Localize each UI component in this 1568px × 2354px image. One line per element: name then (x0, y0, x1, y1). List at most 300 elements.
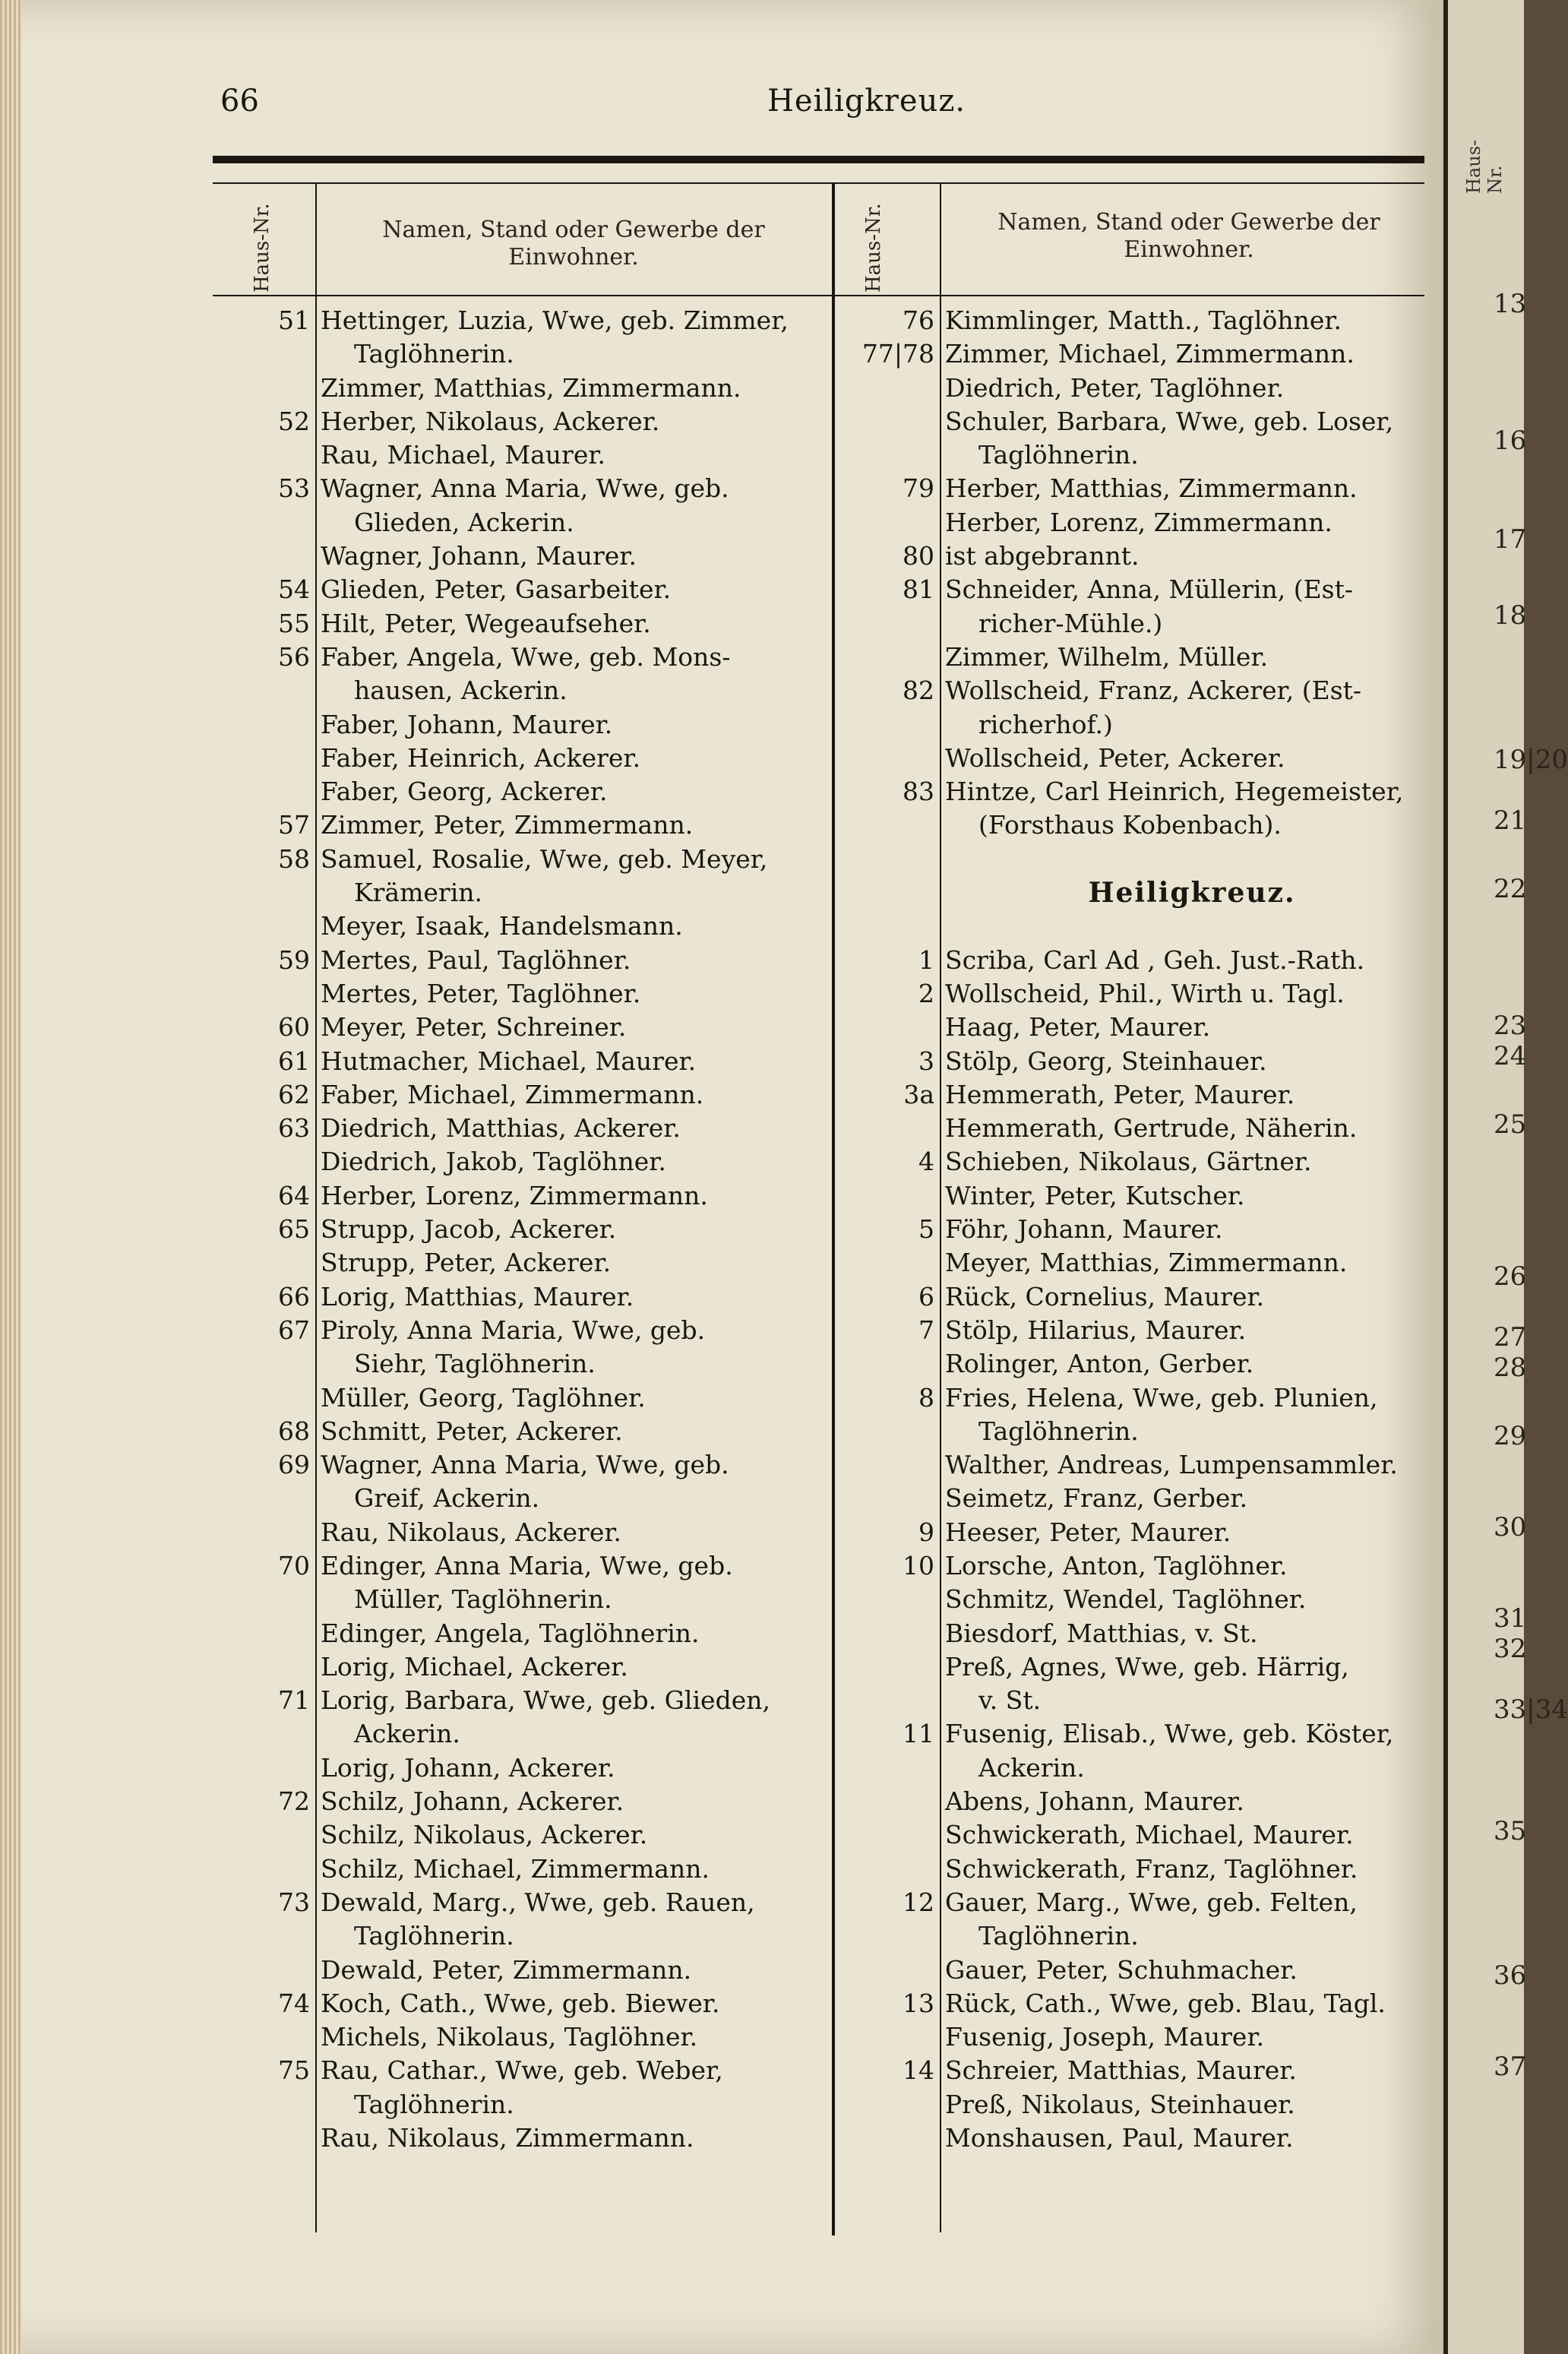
entry-row (278, 1415, 830, 1448)
entry-row (321, 337, 830, 371)
house-number: 81 (903, 574, 934, 605)
entry-row (321, 708, 830, 742)
entry-row (278, 1213, 830, 1246)
entry-row (918, 1381, 1439, 1415)
entry-row (321, 742, 830, 775)
facing-page-header: Haus-Nr. (1463, 139, 1506, 194)
resident-entry: Edinger, Angela, Taglöhnerin. (321, 1618, 700, 1648)
resident-entry: Heeser, Peter, Maurer. (945, 1517, 1231, 1547)
resident-entry: Rück, Cornelius, Maurer. (945, 1281, 1265, 1311)
entry-row (278, 808, 830, 842)
names-header-right: Namen, Stand oder Gewerbe der Einwohner. (997, 209, 1380, 263)
entry-row (903, 1549, 1439, 1583)
resident-entry: Schilz, Michael, Zimmermann. (321, 1853, 710, 1884)
entry-row (861, 337, 1439, 371)
entry-row (945, 1179, 1439, 1213)
entry-row (278, 2054, 830, 2087)
resident-entry: Fusenig, Joseph, Maurer. (945, 2022, 1265, 2052)
entry-row (321, 438, 830, 472)
entry-row (945, 2020, 1439, 2054)
entry-row (321, 506, 830, 539)
resident-entry: Scriba, Carl Ad , Geh. Just.-Rath. (945, 944, 1365, 975)
resident-entry: Wollscheid, Peter, Ackerer. (945, 742, 1285, 773)
house-number: 67 (278, 1315, 310, 1345)
entry-row (945, 843, 1439, 876)
resident-entry: v. St. (978, 1685, 1042, 1716)
resident-entry: Hutmacher, Michael, Maurer. (321, 1046, 697, 1076)
house-number: 8 (918, 1382, 934, 1413)
resident-entry: Wollscheid, Phil., Wirth u. Tagl. (945, 978, 1345, 1008)
entry-row (945, 910, 1439, 943)
entry-row (321, 1516, 830, 1549)
resident-entry: Diedrich, Jakob, Taglöhner. (321, 1147, 666, 1177)
entry-row (278, 1987, 830, 2020)
entry-row (945, 1415, 1439, 1448)
resident-entry: Lorig, Matthias, Maurer. (321, 1281, 634, 1311)
resident-entry: Mertes, Peter, Taglöhner. (321, 978, 641, 1008)
entry-row (278, 1785, 830, 1818)
resident-entry: Monshausen, Paul, Maurer. (945, 2123, 1294, 2153)
resident-entry: Seimetz, Franz, Gerber. (945, 1483, 1248, 1514)
facing-page-fragment: 19|20 (1494, 745, 1568, 775)
facing-page-fragment: 17 (1494, 524, 1527, 555)
house-number: 1 (918, 944, 934, 975)
entry-row (945, 1011, 1439, 1044)
names-header-left: Namen, Stand oder Gewerbe der Einwohner. (382, 217, 765, 271)
resident-entry: Zimmer, Matthias, Zimmermann. (321, 372, 741, 403)
facing-page-fragment: 16 (1494, 426, 1527, 456)
entry-row (945, 641, 1439, 674)
house-number: 69 (278, 1450, 310, 1480)
entry-row (945, 1853, 1439, 1886)
house-number: 10 (903, 1550, 934, 1580)
entry-row (321, 1583, 830, 1616)
left-column (278, 304, 830, 2155)
facing-page-fragment: 36 (1494, 1960, 1527, 1991)
entry-row (945, 1617, 1439, 1650)
facing-page-fragment: 29 (1494, 1421, 1527, 1451)
entry-row (918, 1280, 1439, 1314)
resident-entry: Schwickerath, Michael, Maurer. (945, 1820, 1354, 1850)
house-number: 12 (903, 1887, 934, 1917)
resident-entry: Glieden, Ackerin. (354, 507, 574, 537)
house-number: 58 (278, 843, 310, 874)
entry-row (321, 2020, 830, 2054)
house-number: 7 (918, 1315, 934, 1345)
house-no-header-right: Haus-Nr. (862, 203, 885, 293)
entry-row (945, 438, 1439, 472)
house-number: 52 (278, 406, 310, 436)
house-number: 6 (918, 1281, 934, 1311)
entry-row (945, 1818, 1439, 1852)
entry-row (903, 2054, 1439, 2087)
resident-entry: Hilt, Peter, Wegeaufseher. (321, 608, 651, 638)
resident-entry: Hintze, Carl Heinrich, Hegemeister, (945, 777, 1404, 807)
entry-row (321, 1381, 830, 1415)
entry-row (945, 1919, 1439, 1953)
house-no-header-left: Haus-Nr. (251, 203, 273, 293)
resident-entry: Lorsche, Anton, Taglöhner. (945, 1550, 1288, 1580)
entry-row (278, 304, 830, 337)
entry-row (278, 1549, 830, 1583)
house-number: 3a (903, 1079, 934, 1109)
resident-entry: Meyer, Matthias, Zimmermann. (945, 1248, 1348, 1278)
resident-entry: Schilz, Johann, Ackerer. (321, 1786, 624, 1817)
header-sep-3 (940, 184, 941, 295)
house-number: 2 (918, 978, 934, 1008)
entry-row (945, 506, 1439, 539)
entry-row (321, 1717, 830, 1751)
facing-page-edge (1443, 0, 1568, 2354)
entry-row (945, 372, 1439, 405)
resident-entry: Preß, Nikolaus, Steinhauer. (945, 2089, 1295, 2119)
resident-entry: Stölp, Georg, Steinhauer. (945, 1046, 1267, 1076)
resident-entry: Herber, Lorenz, Zimmermann. (321, 1180, 708, 1210)
resident-entry: ist abgebrannt. (945, 541, 1140, 571)
right-column (861, 304, 1439, 2155)
resident-entry: Haag, Peter, Maurer. (945, 1012, 1211, 1043)
entry-row (903, 1886, 1439, 1919)
house-number: 66 (278, 1281, 310, 1311)
entry-row (945, 1112, 1439, 1145)
resident-entry: Strupp, Peter, Ackerer. (321, 1248, 612, 1278)
entry-row (278, 843, 830, 876)
top-rule-thin (213, 182, 1424, 184)
page-number: 66 (220, 84, 259, 119)
resident-entry: Strupp, Jacob, Ackerer. (321, 1214, 617, 1245)
resident-entry: Taglöhnerin. (354, 1921, 514, 1951)
house-number: 11 (903, 1719, 934, 1749)
entry-row (918, 1516, 1439, 1549)
resident-entry: Rau, Cathar., Wwe, geb. Weber, (321, 2055, 723, 2086)
resident-entry: Wagner, Anna Maria, Wwe, geb. (321, 473, 729, 504)
entry-row (945, 1448, 1439, 1482)
entry-row (903, 1078, 1439, 1112)
entry-row (278, 1886, 830, 1919)
house-number: 51 (278, 305, 310, 335)
resident-entry: Faber, Michael, Zimmermann. (321, 1079, 704, 1109)
resident-entry: Faber, Johann, Maurer. (321, 709, 613, 739)
resident-entry: Greif, Ackerin. (354, 1483, 540, 1514)
resident-entry: Fries, Helena, Wwe, geb. Plunien, (945, 1382, 1378, 1413)
entry-row (321, 977, 830, 1011)
entry-row (945, 1246, 1439, 1280)
resident-entry: Müller, Taglöhnerin. (354, 1584, 612, 1615)
resident-entry: Taglöhnerin. (354, 339, 514, 369)
resident-entry: richerhof.) (978, 709, 1113, 739)
top-rule (213, 156, 1424, 163)
resident-entry: Dewald, Peter, Zimmermann. (321, 1954, 692, 1985)
resident-entry: Schieben, Nikolaus, Gärtner. (945, 1147, 1312, 1177)
entry-row (945, 2088, 1439, 2121)
resident-entry: Lorig, Johann, Ackerer. (321, 1752, 615, 1783)
resident-entry: Lorig, Michael, Ackerer. (321, 1651, 628, 1682)
resident-entry: Zimmer, Michael, Zimmermann. (945, 339, 1355, 369)
resident-entry: Wagner, Anna Maria, Wwe, geb. (321, 1450, 729, 1480)
house-number: 70 (278, 1550, 310, 1580)
facing-page-fragment: 33|34 (1494, 1694, 1568, 1725)
resident-entry: Zimmer, Wilhelm, Müller. (945, 641, 1269, 672)
entry-row (945, 708, 1439, 742)
resident-entry: Herber, Nikolaus, Ackerer. (321, 406, 660, 436)
entry-row (918, 1213, 1439, 1246)
entry-row (278, 1045, 830, 1078)
entry-row (903, 1987, 1439, 2020)
house-number: 82 (903, 676, 934, 706)
entry-row (321, 539, 830, 573)
resident-entry: Stölp, Hilarius, Maurer. (945, 1315, 1247, 1345)
entry-row (321, 2088, 830, 2121)
entry-row (918, 944, 1439, 977)
entry-row (321, 910, 830, 943)
entry-row (903, 472, 1439, 505)
facing-page-fragment: 21 (1494, 805, 1527, 836)
section-heading: Heiligkreuz. (1088, 877, 1296, 910)
resident-entry: richer-Mühle.) (978, 608, 1163, 638)
entry-row (321, 674, 830, 707)
resident-entry: Mertes, Paul, Taglöhner. (321, 944, 631, 975)
entry-row (903, 1717, 1439, 1751)
resident-entry: Fusenig, Elisab., Wwe, geb. Köster, (945, 1719, 1394, 1749)
house-number: 59 (278, 944, 310, 975)
entry-row (278, 641, 830, 674)
house-number: 74 (278, 1988, 310, 2018)
facing-page-fragment: 27 (1494, 1322, 1527, 1353)
house-number: 80 (903, 541, 934, 571)
entry-row (278, 1684, 830, 1717)
entry-row (321, 876, 830, 910)
house-number: 60 (278, 1012, 310, 1043)
entry-row (321, 1246, 830, 1280)
facing-page-fragment: 28 (1494, 1353, 1527, 1383)
resident-entry: Hettinger, Luzia, Wwe, geb. Zimmer, (321, 305, 789, 335)
house-number: 54 (278, 574, 310, 605)
entry-row (278, 1112, 830, 1145)
resident-entry: Biesdorf, Matthias, v. St. (945, 1618, 1258, 1648)
entry-row (321, 1853, 830, 1886)
resident-entry: Rau, Nikolaus, Zimmermann. (321, 2123, 694, 2153)
entry-row (945, 742, 1439, 775)
entry-row (903, 775, 1439, 808)
entry-row (918, 1314, 1439, 1347)
resident-entry: Schuler, Barbara, Wwe, geb. Loser, (945, 406, 1394, 436)
house-number: 65 (278, 1214, 310, 1245)
entry-row (945, 1684, 1439, 1717)
resident-entry: Faber, Angela, Wwe, geb. Mons- (321, 641, 731, 672)
resident-entry: Föhr, Johann, Maurer. (945, 1214, 1223, 1245)
house-number: 13 (903, 1988, 934, 2018)
resident-entry: Gauer, Peter, Schuhmacher. (945, 1954, 1298, 1985)
facing-page-fragment: 18 (1494, 600, 1527, 631)
resident-entry: Taglöhnerin. (978, 440, 1139, 470)
resident-entry: Samuel, Rosalie, Wwe, geb. Meyer, (321, 843, 768, 874)
resident-entry: Herber, Lorenz, Zimmermann. (945, 507, 1332, 537)
house-number: 3 (918, 1046, 934, 1076)
resident-entry: Diedrich, Peter, Taglöhner. (945, 372, 1285, 403)
house-number: 75 (278, 2055, 310, 2086)
resident-entry: Rau, Michael, Maurer. (321, 440, 605, 470)
entry-row (945, 405, 1439, 438)
header-rule (213, 295, 1424, 296)
running-head: Heiligkreuz. (767, 84, 966, 119)
resident-entry: Taglöhnerin. (354, 2089, 514, 2119)
entry-row (903, 539, 1439, 573)
entry-row (321, 1751, 830, 1785)
resident-entry: Glieden, Peter, Gasarbeiter. (321, 574, 672, 605)
entry-row (321, 775, 830, 808)
house-number: 5 (918, 1214, 934, 1245)
resident-entry: Krämerin. (354, 878, 482, 908)
entry-row (321, 1650, 830, 1684)
resident-entry: Hemmerath, Gertrude, Näherin. (945, 1113, 1358, 1144)
facing-page-fragment: 30 (1494, 1512, 1527, 1542)
facing-page-fragment: 32 (1494, 1634, 1527, 1664)
house-number: 83 (903, 777, 934, 807)
resident-entry: Taglöhnerin. (978, 1921, 1139, 1951)
facing-page-fragment: 37 (1494, 2052, 1527, 2082)
resident-entry: Wagner, Johann, Maurer. (321, 541, 637, 571)
entry-row (945, 1650, 1439, 1684)
page-edge (0, 0, 21, 2354)
entry-row (278, 472, 830, 505)
resident-entry: Winter, Peter, Kutscher. (945, 1180, 1245, 1210)
house-number: 9 (918, 1517, 934, 1547)
facing-page-fragment: 23 (1494, 1011, 1527, 1041)
entry-row (321, 1145, 830, 1179)
facing-page-fragment: 25 (1494, 1109, 1527, 1140)
entry-row (945, 808, 1439, 842)
resident-entry: Siehr, Taglöhnerin. (354, 1349, 596, 1379)
entry-row (321, 1482, 830, 1515)
entry-row (278, 573, 830, 606)
resident-entry: Ackerin. (978, 1752, 1085, 1783)
header-sep-1 (315, 184, 317, 295)
entry-row (321, 1617, 830, 1650)
entry-row (918, 977, 1439, 1011)
entry-row (945, 1751, 1439, 1785)
entry-row (945, 1954, 1439, 1987)
house-number: 71 (278, 1685, 310, 1716)
resident-entry: (Forsthaus Kobenbach). (978, 810, 1282, 840)
house-number: 55 (278, 608, 310, 638)
entry-row (903, 674, 1439, 707)
house-number: 4 (918, 1147, 934, 1177)
entry-row (278, 944, 830, 977)
entry-row (945, 1347, 1439, 1381)
resident-entry: Taglöhnerin. (978, 1416, 1139, 1446)
resident-entry: Meyer, Peter, Schreiner. (321, 1012, 627, 1043)
house-number: 14 (903, 2055, 934, 2086)
entry-row (903, 304, 1439, 337)
resident-entry: Gauer, Marg., Wwe, geb. Felten, (945, 1887, 1358, 1917)
resident-entry: Rau, Nikolaus, Ackerer. (321, 1517, 621, 1547)
facing-page-fragment: 22 (1494, 874, 1527, 904)
entry-row (278, 405, 830, 438)
resident-entry: Schilz, Nikolaus, Ackerer. (321, 1820, 648, 1850)
entry-row (278, 607, 830, 641)
resident-entry: Schneider, Anna, Müllerin, (Est- (945, 574, 1354, 605)
entry-row (918, 1145, 1439, 1179)
entry-row (278, 1011, 830, 1044)
entry-row (945, 1583, 1439, 1616)
entry-row (321, 1954, 830, 1987)
entry-row (945, 607, 1439, 641)
resident-entry: Kimmlinger, Matth., Taglöhner. (945, 305, 1342, 335)
entry-row (321, 1919, 830, 1953)
entry-row (945, 876, 1439, 910)
resident-entry: Abens, Johann, Maurer. (945, 1786, 1244, 1817)
house-number: 68 (278, 1416, 310, 1446)
resident-entry: Rück, Cath., Wwe, geb. Blau, Tagl. (945, 1988, 1386, 2018)
entry-row (945, 1482, 1439, 1515)
house-number: 79 (903, 473, 934, 504)
entry-row (278, 1448, 830, 1482)
entry-row (321, 1347, 830, 1381)
facing-page-fragment: 24 (1494, 1041, 1527, 1071)
resident-entry: Walther, Andreas, Lumpensammler. (945, 1450, 1398, 1480)
house-number: 63 (278, 1113, 310, 1144)
resident-entry: Rolinger, Anton, Gerber. (945, 1349, 1254, 1379)
header-sep-2 (832, 184, 835, 2235)
house-number: 57 (278, 810, 310, 840)
resident-entry: Schmitt, Peter, Ackerer. (321, 1416, 623, 1446)
resident-entry: Ackerin. (354, 1719, 460, 1749)
house-number: 56 (278, 641, 310, 672)
house-number: 76 (903, 305, 934, 335)
entry-row (903, 573, 1439, 606)
resident-entry: Preß, Agnes, Wwe, geb. Härrig, (945, 1651, 1349, 1682)
house-number: 72 (278, 1786, 310, 1817)
entry-row (278, 1280, 830, 1314)
house-number: 77|78 (861, 339, 934, 369)
resident-entry: Schreier, Matthias, Maurer. (945, 2055, 1297, 2086)
house-number: 64 (278, 1180, 310, 1210)
house-number: 73 (278, 1887, 310, 1917)
resident-entry: hausen, Ackerin. (354, 676, 567, 706)
house-number: 61 (278, 1046, 310, 1076)
resident-entry: Koch, Cath., Wwe, geb. Biewer. (321, 1988, 720, 2018)
facing-page-fragment: 31 (1494, 1603, 1527, 1634)
resident-entry: Wollscheid, Franz, Ackerer, (Est- (945, 676, 1362, 706)
resident-entry: Piroly, Anna Maria, Wwe, geb. (321, 1315, 706, 1345)
resident-entry: Hemmerath, Peter, Maurer. (945, 1079, 1295, 1109)
house-number: 62 (278, 1079, 310, 1109)
entry-row (321, 372, 830, 405)
resident-entry: Faber, Heinrich, Ackerer. (321, 742, 641, 773)
house-number: 53 (278, 473, 310, 504)
resident-entry: Schwickerath, Franz, Taglöhner. (945, 1853, 1358, 1884)
resident-entry: Meyer, Isaak, Handelsmann. (321, 911, 683, 941)
entry-row (945, 2121, 1439, 2155)
resident-entry: Schmitz, Wendel, Taglöhner. (945, 1584, 1307, 1615)
entry-row (278, 1179, 830, 1213)
resident-entry: Dewald, Marg., Wwe, geb. Rauen, (321, 1887, 755, 1917)
entry-row (321, 1818, 830, 1852)
resident-entry: Müller, Georg, Taglöhner. (321, 1382, 646, 1413)
resident-entry: Herber, Matthias, Zimmermann. (945, 473, 1358, 504)
facing-page-fragment: 26 (1494, 1261, 1527, 1292)
resident-entry: Diedrich, Matthias, Ackerer. (321, 1113, 681, 1144)
facing-page-fragment: 13 (1494, 289, 1527, 319)
entry-row (918, 1045, 1439, 1078)
facing-page-fragment: 35 (1494, 1816, 1527, 1846)
resident-entry: Lorig, Barbara, Wwe, geb. Glieden, (321, 1685, 770, 1716)
resident-entry: Edinger, Anna Maria, Wwe, geb. (321, 1550, 733, 1580)
entry-row (945, 1785, 1439, 1818)
resident-entry: Zimmer, Peter, Zimmermann. (321, 810, 694, 840)
entry-row (278, 1078, 830, 1112)
resident-entry: Faber, Georg, Ackerer. (321, 777, 608, 807)
